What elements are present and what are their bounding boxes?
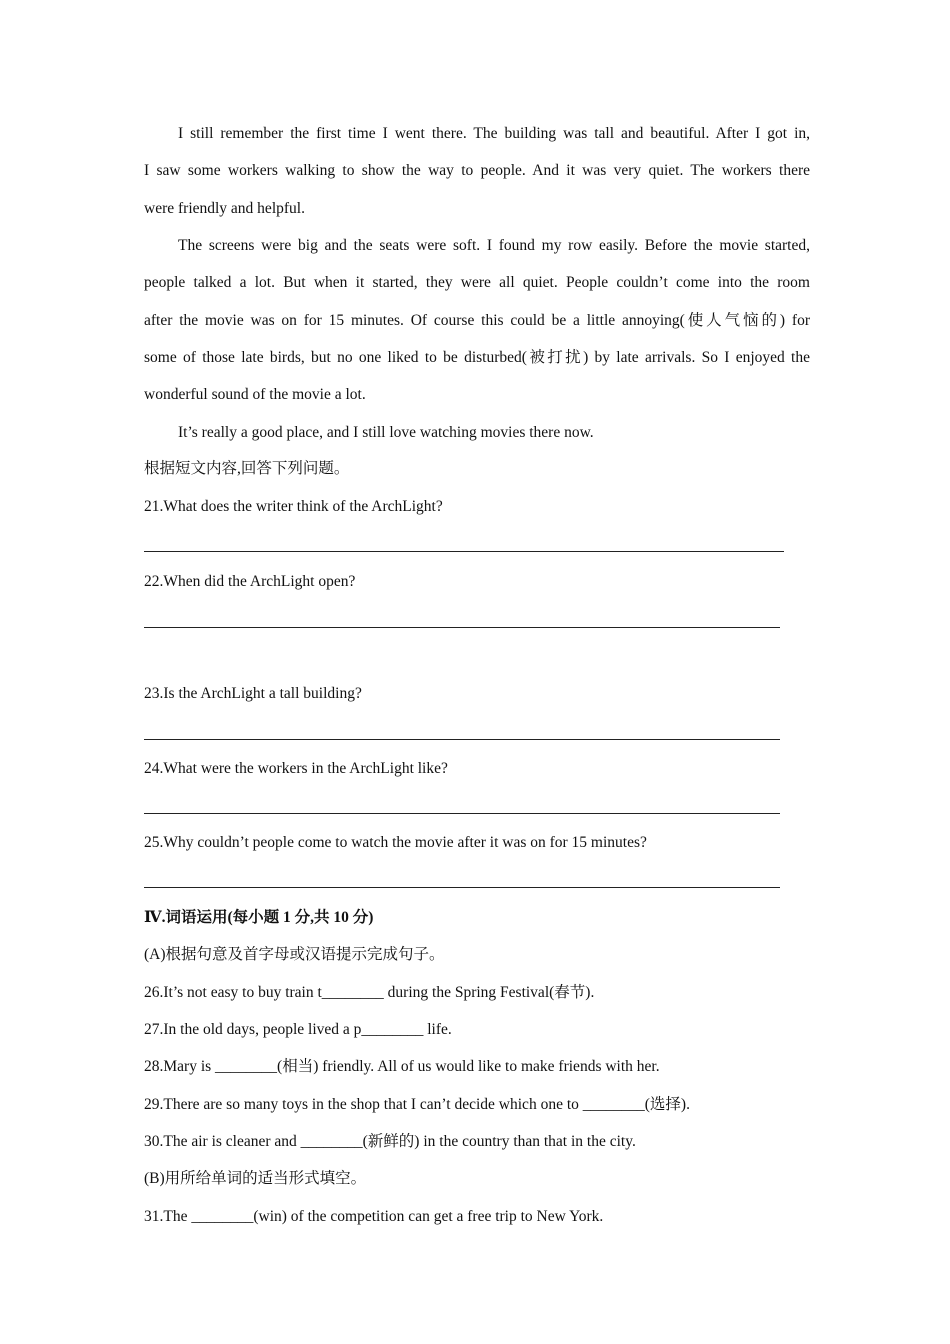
section-4-part-a: (A)根据句意及首字母或汉语提示完成句子。 (144, 946, 445, 963)
answer-line-21[interactable] (144, 551, 784, 552)
section-4-part-b: (B)用所给单词的适当形式填空。 (144, 1170, 367, 1187)
passage-p1-line-2: I saw some workers walking to show the way to people. And it was very quiet. The workers there (144, 162, 810, 179)
section-4-title: Ⅳ.词语运用(每小题 1 分,共 10 分) (144, 909, 374, 926)
item-31: 31.The ________(win) of the competition can get a free trip to New York. (144, 1208, 604, 1225)
answer-line-24[interactable] (144, 813, 780, 814)
passage-p2-line-5: wonderful sound of the movie a lot. (144, 386, 366, 403)
passage-p2-line-4: some of those late birds, but no one liked to be disturbed(被打扰) by late arrivals. So I enjoyed the (144, 349, 810, 366)
question-22: 22.When did the ArchLight open? (144, 573, 356, 590)
answer-line-25[interactable] (144, 887, 780, 888)
question-21: 21.What does the writer think of the ArchLight? (144, 498, 443, 515)
answer-line-23[interactable] (144, 739, 780, 740)
item-26: 26.It’s not easy to buy train t________ during the Spring Festival(春节). (144, 984, 595, 1001)
passage-p1-line-1: I still remember the first time I went there. The building was tall and beautiful. After I got in, (178, 125, 810, 142)
item-27: 27.In the old days, people lived a p________ life. (144, 1021, 452, 1038)
reading-instruction: 根据短文内容,回答下列问题。 (144, 460, 350, 477)
passage-p2-line-3: after the movie was on for 15 minutes. Of course this could be a little annoying(使人气恼的) for (144, 312, 810, 329)
passage-p3: It’s really a good place, and I still love watching movies there now. (178, 424, 594, 441)
question-25: 25.Why couldn’t people come to watch the movie after it was on for 15 minutes? (144, 834, 647, 851)
answer-line-22[interactable] (144, 627, 780, 628)
passage-p1-line-3: were friendly and helpful. (144, 200, 305, 217)
question-23: 23.Is the ArchLight a tall building? (144, 685, 362, 702)
passage-p2-line-2: people talked a lot. But when it started, they were all quiet. People couldn’t come into the room (144, 274, 810, 291)
item-29: 29.There are so many toys in the shop that I can’t decide which one to ________(选择). (144, 1096, 690, 1113)
item-28: 28.Mary is ________(相当) friendly. All of us would like to make friends with her. (144, 1058, 660, 1075)
question-24: 24.What were the workers in the ArchLight like? (144, 760, 448, 777)
item-30: 30.The air is cleaner and ________(新鲜的) in the country than that in the city. (144, 1133, 636, 1150)
passage-p2-line-1: The screens were big and the seats were soft. I found my row easily. Before the movie started, (178, 237, 810, 254)
